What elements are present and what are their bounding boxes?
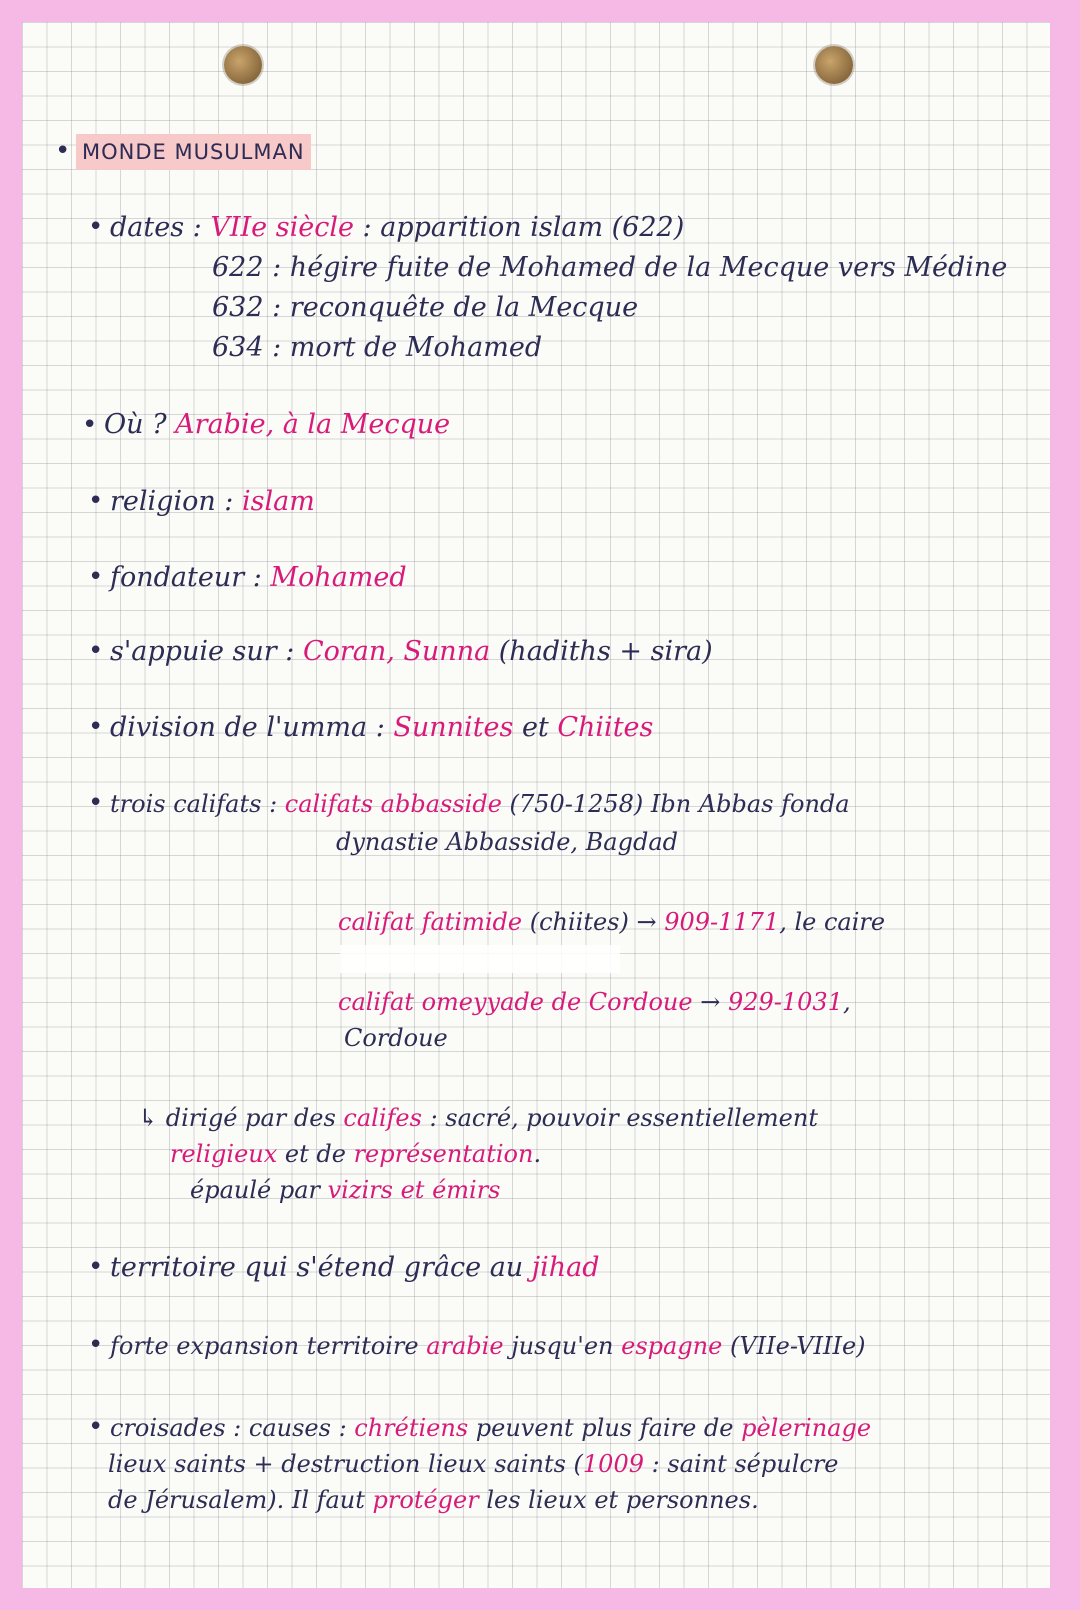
umayyad-line-2: Cordoue (344, 1024, 448, 1052)
founder-line: fondateur : Mohamed (110, 562, 407, 593)
religion-line: religion : islam (110, 486, 315, 517)
bullet-dot: • (88, 1412, 104, 1442)
dates-line-2: 622 : hégire fuite de Mohamed de la Mecque vers Médine (212, 252, 1008, 283)
fatimid-line: califat fatimide (chiites) → 909-1171, le caire (338, 908, 886, 936)
ruled-by-line-2: religieux et de représentation. (170, 1140, 542, 1168)
bullet-dot: • (88, 1252, 104, 1282)
page-border-right (1050, 0, 1080, 1610)
bullet-dot: • (88, 486, 104, 516)
bullet-dot: • (88, 1330, 104, 1360)
umayyad-line-1: califat omeyyade de Cordoue → 929-1031, (338, 988, 851, 1016)
where-line: Où ? Arabie, à la Mecque (104, 409, 451, 440)
bullet-dot: • (88, 712, 104, 742)
bullet-dot: • (88, 212, 104, 242)
dates-line-1: dates : VIIe siècle : apparition islam (622) (110, 212, 685, 243)
page-border-top (0, 0, 1080, 22)
ruled-by-line-1: ↳ dirigé par des califes : sacré, pouvoir essentiellement (138, 1104, 818, 1132)
dates-line-3: 632 : reconquête de la Mecque (212, 292, 639, 323)
division-line: division de l'umma : Sunnites et Chiites (110, 712, 654, 743)
expansion-line: forte expansion territoire arabie jusqu'en espagne (VIIe-VIIIe) (110, 1332, 866, 1360)
page-title: MONDE MUSULMAN (76, 134, 311, 170)
page-border-bottom (0, 1588, 1080, 1610)
page-border-left (0, 0, 22, 1610)
ruled-by-line-3: épaulé par vizirs et émirs (190, 1176, 501, 1204)
binder-hole-left (224, 46, 262, 84)
binder-hole-right (815, 46, 853, 84)
territory-line: territoire qui s'étend grâce au jihad (110, 1252, 600, 1283)
crusades-line-1: croisades : causes : chrétiens peuvent plus faire de pèlerinage (110, 1414, 872, 1442)
crusades-line-3: de Jérusalem). Il faut protéger les lieux et personnes. (108, 1486, 759, 1514)
bullet-dot: • (88, 562, 104, 592)
caliphates-line-2: dynastie Abbasside, Bagdad (336, 828, 678, 856)
dates-line-4: 634 : mort de Mohamed (212, 332, 543, 363)
caliphates-line-1: trois califats : califats abbasside (750-1258) Ibn Abbas fonda (110, 790, 850, 818)
bullet-dot: • (88, 788, 104, 818)
bullet-dot: • (88, 636, 104, 666)
crusades-line-2: lieux saints + destruction lieux saints (1009 : saint sépulcre (108, 1450, 839, 1478)
bullet-dot: • (82, 410, 98, 440)
bullet-dot: • (55, 136, 71, 166)
highlighter-mark (340, 945, 620, 973)
sources-line: s'appuie sur : Coran, Sunna (hadiths + sira) (110, 636, 713, 667)
